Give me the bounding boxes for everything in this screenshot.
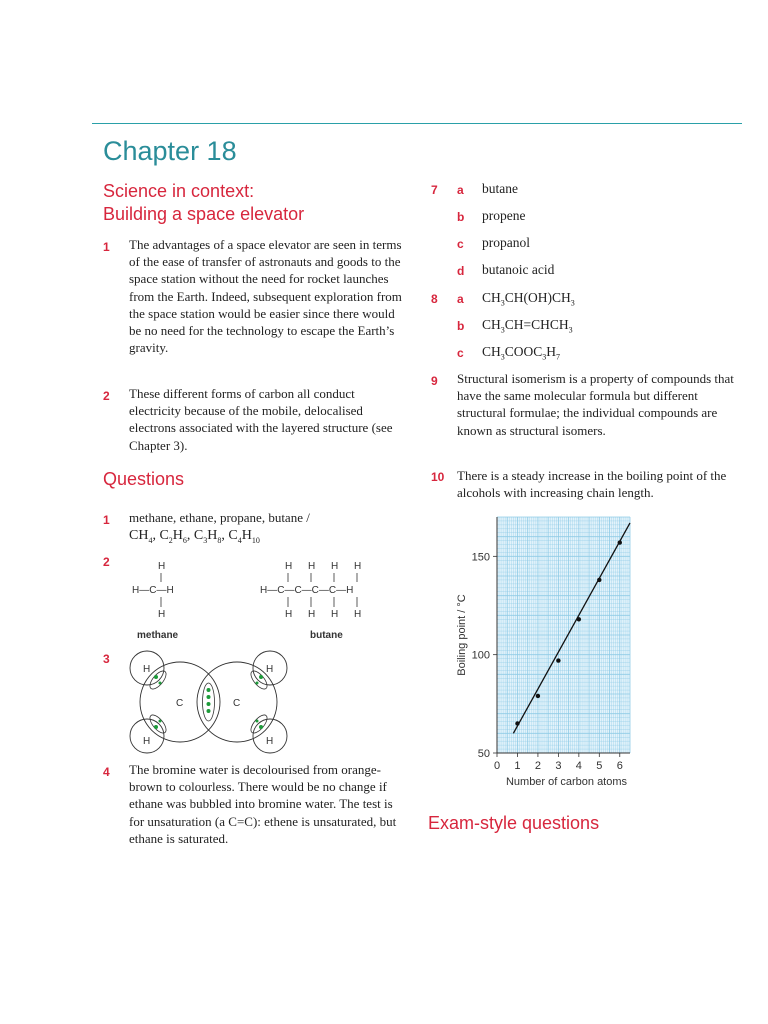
svg-text:H: H (285, 561, 293, 572)
svg-text:H: H (266, 664, 274, 675)
svg-text:H: H (308, 609, 316, 620)
data-point (597, 578, 601, 582)
butane-label: butane (310, 630, 343, 641)
q1-text: methane, ethane, propane, butane / (129, 510, 310, 525)
svg-text:H—C—C—C—C—H: H—C—C—C—C—H (260, 585, 354, 596)
svg-text:H: H (158, 561, 166, 572)
x-tick-label: 2 (534, 760, 541, 772)
data-point (556, 658, 560, 662)
q8c-letter: c (457, 346, 464, 360)
ethene-dot-cross-diagram (125, 650, 300, 755)
svg-text:H: H (158, 609, 166, 620)
q2-number: 2 (103, 555, 110, 569)
q10-text: There is a steady increase in the boiling point of the alcohols with increasing chain length. (457, 468, 727, 501)
sci-answer-1-number: 1 (103, 240, 110, 254)
data-point (577, 617, 581, 621)
svg-text:H: H (331, 561, 339, 572)
q1-formulae: $CH_4$, $C_2H_6$, $C_3H_8$, $C_4H_{10}$ (129, 528, 260, 545)
x-tick-label: 6 (616, 760, 623, 772)
x-tick-label: 5 (596, 760, 603, 772)
sci-answer-1-text: The advantages of a space elevator are seen in terms of the ease of transfer of astronauts and goods to the space station without the need for rocket launches from the Earth. Indeed, subsequent exploration from the space station would be easier since there would be no need for the technology to escape the Earth’s gravity. (129, 237, 402, 356)
svg-text:H: H (308, 561, 316, 572)
q1-number: 1 (103, 513, 110, 527)
q10-number: 10 (431, 470, 445, 484)
sci-answer-2-text: These different forms of carbon all conduct electricity because of the mobile, delocalised electrons associated with the layered structure (see Chapter 3). (129, 386, 393, 453)
svg-text:H: H (143, 664, 151, 675)
data-point (515, 721, 519, 725)
y-tick-label: 150 (471, 551, 490, 564)
x-tick-label: 3 (555, 760, 562, 772)
y-tick-label: 100 (471, 649, 490, 662)
q7d-letter: d (457, 264, 465, 278)
structural-formulae-diagram (125, 555, 415, 625)
science-heading-line1: Science in context: (103, 181, 255, 201)
methane-structure (132, 561, 174, 620)
q9-number: 9 (431, 374, 438, 388)
butane-structure (260, 561, 361, 620)
q4-text: The bromine water is decolourised from orange-brown to colourless. There would be no change if ethane was bubbled into bromine water. The test is for unsaturation (a C=C): ethene is unsaturated, but ethane is saturated. (129, 762, 397, 846)
q7-number: 7 (431, 183, 438, 197)
q3-number: 3 (103, 652, 110, 666)
q8b-formula: $CH_3CH=CHCH_3$ (482, 317, 573, 335)
svg-text:H: H (331, 609, 339, 620)
y-axis-label: Boiling point / °C (456, 594, 468, 676)
q7b-letter: b (457, 210, 465, 224)
svg-text:C: C (233, 698, 241, 709)
q7a-letter: a (457, 183, 464, 197)
header-rule (92, 123, 742, 124)
q7c-text: propanol (482, 235, 530, 250)
data-point (618, 540, 622, 544)
x-tick-label: 4 (575, 760, 582, 772)
section-heading-science (103, 180, 304, 226)
methane-label: methane (137, 630, 179, 641)
x-tick-label: 1 (514, 760, 521, 772)
x-axis-label: Number of carbon atoms (505, 776, 628, 788)
q9-text: Structural isomerism is a property of compounds that have the same molecular formula but different structural formulae; the individual compounds are known as structural isomers. (457, 371, 734, 438)
svg-text:H: H (285, 609, 293, 620)
sci-answer-2-number: 2 (103, 389, 110, 403)
svg-text:H: H (354, 561, 362, 572)
q7b-text: propene (482, 208, 526, 223)
q8c-formula: $CH_3COOC_3H_7$ (482, 344, 561, 362)
q7d-text: butanoic acid (482, 262, 555, 277)
q8b-letter: b (457, 319, 465, 333)
x-tick-label: 0 (493, 760, 501, 772)
svg-text:C: C (176, 698, 184, 709)
questions-heading: Questions (103, 469, 185, 489)
chapter-title: Chapter 18 (103, 136, 237, 166)
svg-text:H—C—H: H—C—H (132, 585, 174, 596)
q8-number: 8 (431, 292, 438, 306)
exam-style-heading: Exam-style questions (428, 813, 600, 833)
svg-text:H: H (143, 736, 151, 747)
y-tick-label: 50 (477, 748, 490, 760)
svg-text:H: H (354, 609, 362, 620)
q8a-formula: $CH_3CH(OH)CH_3$ (482, 290, 575, 308)
q8a-letter: a (457, 292, 464, 306)
data-point (536, 694, 540, 698)
boiling-point-chart (440, 505, 690, 795)
q7a-text: butane (482, 181, 518, 196)
q4-number: 4 (103, 765, 110, 779)
science-heading-line2: Building a space elevator (103, 204, 305, 224)
svg-text:H: H (266, 736, 274, 747)
q7c-letter: c (457, 237, 464, 251)
